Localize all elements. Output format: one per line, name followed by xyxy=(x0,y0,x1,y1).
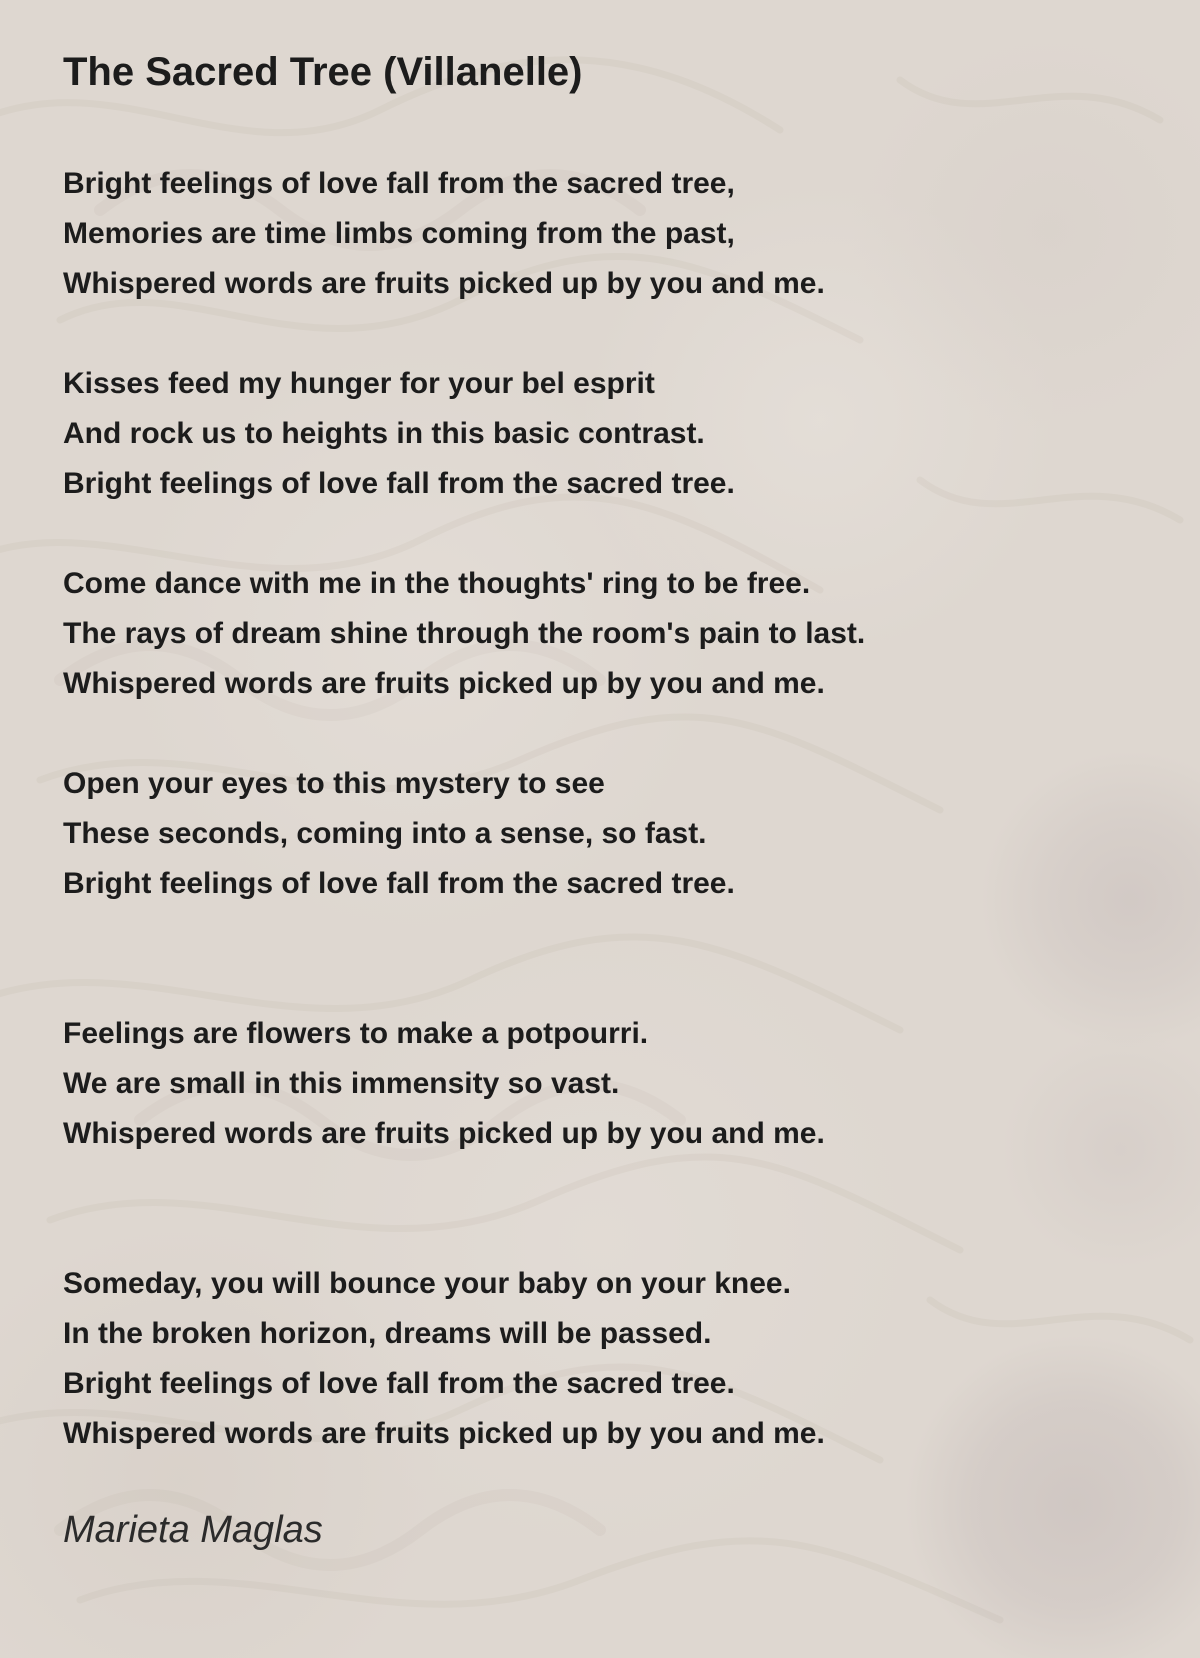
stanza-4 xyxy=(63,759,1140,909)
poem-line: Whispered words are fruits picked up by you and me. xyxy=(63,1117,825,1150)
poem-line: Bright feelings of love fall from the sacred tree. xyxy=(63,867,735,900)
poem-line: We are small in this immensity so vast. xyxy=(63,1067,620,1100)
stanza-2 xyxy=(63,359,1140,509)
poem-title: The Sacred Tree (Villanelle) xyxy=(63,50,583,94)
poem-line: The rays of dream shine through the room's pain to last. xyxy=(63,617,866,650)
poem-line: Whispered words are fruits picked up by you and me. xyxy=(63,267,825,300)
poem-line: Feelings are flowers to make a potpourri. xyxy=(63,1017,649,1050)
poem-author: Marieta Maglas xyxy=(63,1509,323,1551)
poem-line: Whispered words are fruits picked up by you and me. xyxy=(63,1417,825,1450)
poem-line: Someday, you will bounce your baby on your knee. xyxy=(63,1267,791,1300)
poem-line: Bright feelings of love fall from the sacred tree. xyxy=(63,467,735,500)
stanza-1 xyxy=(63,159,1140,309)
poem-line: In the broken horizon, dreams will be passed. xyxy=(63,1317,712,1350)
stanza-5 xyxy=(63,1009,1140,1159)
poem-line: Memories are time limbs coming from the past, xyxy=(63,217,735,250)
poem-line: These seconds, coming into a sense, so fast. xyxy=(63,817,707,850)
poem-line: And rock us to heights in this basic contrast. xyxy=(63,417,705,450)
poem-line: Bright feelings of love fall from the sacred tree. xyxy=(63,1367,735,1400)
poem-line: Whispered words are fruits picked up by you and me. xyxy=(63,667,825,700)
poem-line: Kisses feed my hunger for your bel esprit xyxy=(63,367,655,400)
stanza-3 xyxy=(63,559,1140,709)
poem-line: Come dance with me in the thoughts' ring to be free. xyxy=(63,567,811,600)
poem-line: Bright feelings of love fall from the sacred tree, xyxy=(63,167,735,200)
poem-line: Open your eyes to this mystery to see xyxy=(63,767,605,800)
stanza-6 xyxy=(63,1259,1140,1459)
